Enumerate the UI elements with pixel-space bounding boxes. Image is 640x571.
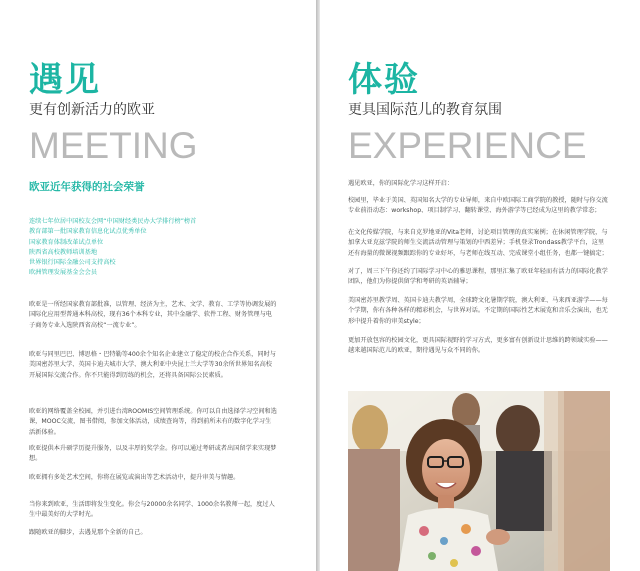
body-paragraph: 美国密苏里教学周、英国卡迪夫教学周，全球跨文化暑期学院，澳大利亚、马来西亚游学——每个学期，你有各种各样的精彩机会，与世界对话。不定期的国际性艺术展览和音乐会演出，也无形中提升着你的审美style；: [348, 297, 608, 325]
body-paragraph: 欧亚提供本升硕学历提升服务，以及丰厚的奖学金。你可以通过考研或者出国留学来实现梦想。: [29, 445, 277, 463]
body-paragraph: 跟随欧亚的脚步，去遇见那个全新的自己。: [29, 529, 147, 536]
left-page-subtitle: 更有创新活力的欧亚: [29, 102, 155, 118]
body-paragraph: 遇见欧亚，你的国际化学习这样开启：: [348, 180, 454, 187]
body-paragraph: 欧亚是一所经国家教育部批准，以管理、经济为主，艺术、文学、教育、工学等协调发展的国际化应用型普通本科高校，现有36个本科专业，其中金融学、软件工程、财务管理与电子商务专业入选陕西省高校“一流专业”。: [29, 301, 277, 329]
body-paragraph: 当你来到欧亚，生活即将发生变化。你会与20000余名同学、1000余名教师一起，度过人生中最美好的大学时光。: [29, 501, 275, 519]
honor-item: 陕西省高校教师培训基地: [29, 248, 98, 256]
experience-watermark: EXPERIENCE: [348, 125, 587, 166]
honor-item: 欧洲管理发展基金会会员: [29, 269, 98, 277]
left-page-title: 遇见: [29, 60, 101, 100]
honors-list: [29, 217, 196, 279]
right-page: [320, 0, 640, 571]
body-paragraph: 在文化传媒学院，与来自克罗地亚的Vita老师，讨论项目管理的真实案例；在休闲管理学院，与加拿大亚克兹学院的师生交流活动管理与策划的中西差异；手机登录Trondass教学平台，这里还有海量的微课视频跟踪你的专业好坏，与老师在线互动、完成课堂小组任务，也都一键搞定；: [348, 229, 608, 257]
body-paragraph: 更加开放包容的校园文化，更具国际视野的学习方式，更多富有创新设计思维的跨领域实验——越来越国际范儿的欧亚，期待遇见与众不同的你。: [348, 337, 608, 355]
honor-item: 教育部第一批国家教育信息化试点优秀单位: [29, 228, 147, 236]
honor-item: 世界银行国际金融公司支持高校: [29, 259, 116, 267]
right-page-subtitle: 更具国际范儿的教育氛围: [348, 102, 502, 118]
honor-item: 连续七年位居中国校友会网“中国财经类民办大学排行榜”榜首: [29, 218, 197, 225]
honors-heading: 欧亚近年获得的社会荣誉: [29, 181, 145, 193]
left-page: [0, 0, 316, 571]
right-page-title: 体验: [348, 60, 420, 100]
meeting-watermark: MEETING: [29, 125, 198, 166]
body-paragraph: 校园里，毕业于美国、英国知名大学的专业导师，来自中欧国际工商学院的教授，随时与你交流专业前沿动态：workshop、项目制学习、翻转课堂、海外游学等已经成为这里的教学常态；: [348, 197, 608, 215]
honor-item: 国家教育体制改革试点单位: [29, 238, 104, 246]
student-photo: [348, 391, 610, 571]
body-paragraph: 欧亚的网络覆盖全校园，并引进台湾ROOMIS空间管理系统。你可以自由选择学习空间和选课，MOOC交流，图书借阅，参加文体活动，成绩查询等，得到前所未有的数字化学习生活新体验。: [29, 408, 277, 436]
body-paragraph: 欧亚与同里巴巴、博思格・巴特勒等400余个知名企业建立了稳定的校企合作关系，同时与美国密苏里大学、英国卡迪夫城市大学、澳大利亚中央昆士兰大学等30余所世界知名高校开展国际交流合作。你不只能得到历练的机会，还将具备国际公民素质。: [29, 351, 276, 379]
body-paragraph: 欧亚拥有多处艺术空间，你将在展览或演出等艺术活动中，提升审美与情趣。: [29, 474, 240, 481]
body-paragraph: 对了，周三下午你还约了国际学习中心的雅思课程，那里汇集了欧亚年轻而有活力的国际化教学团队，他们为你提供留学和考研的英语辅导；: [348, 268, 608, 286]
